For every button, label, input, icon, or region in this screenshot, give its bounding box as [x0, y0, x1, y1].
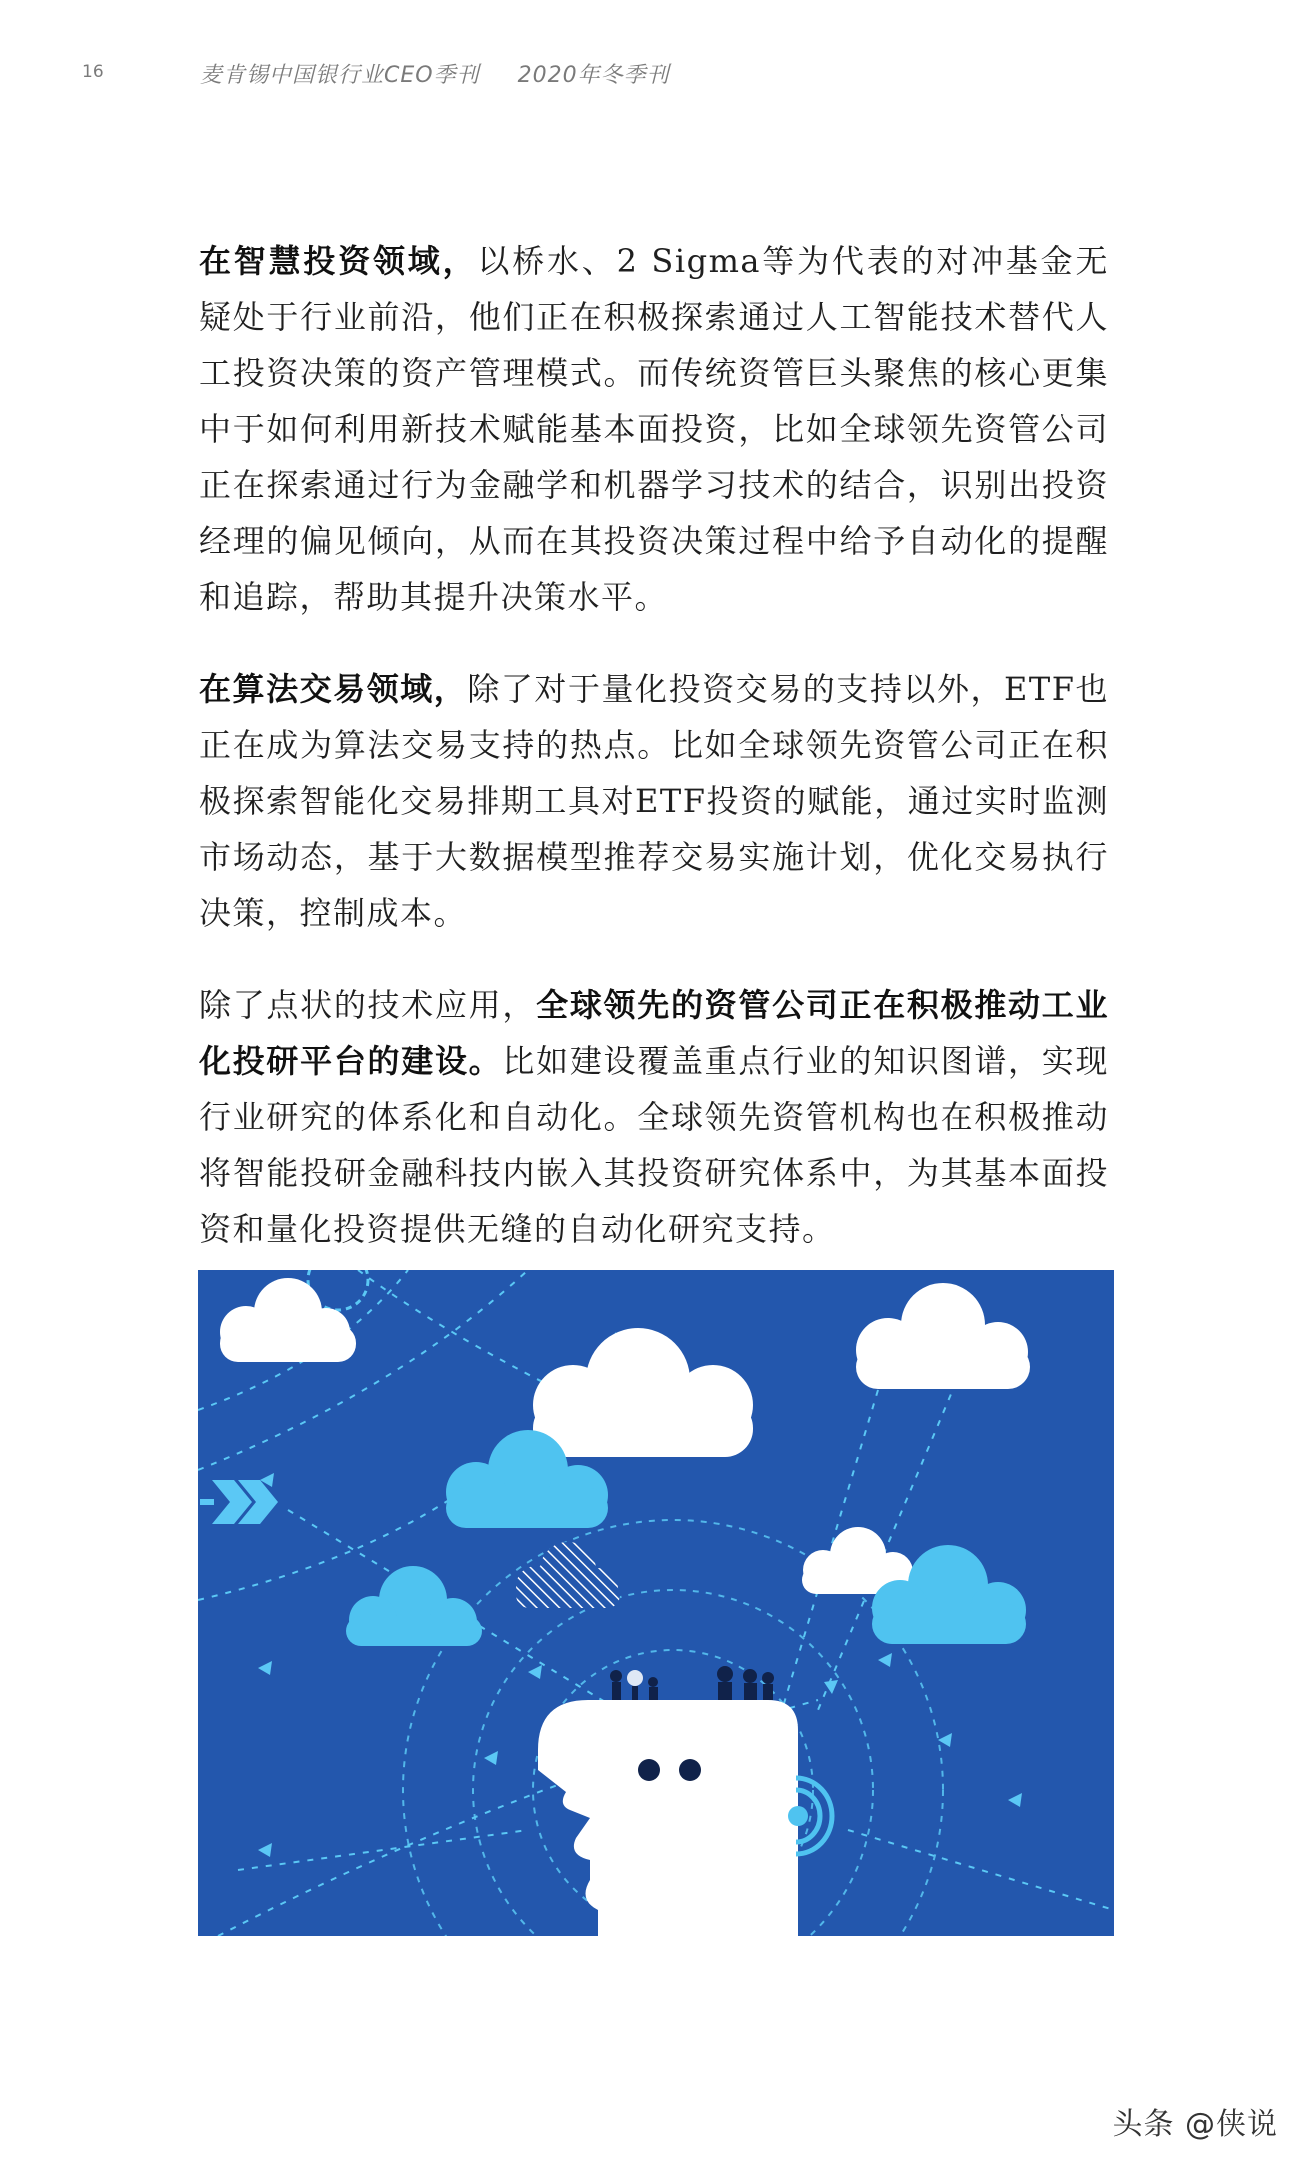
- running-title: [200, 58, 670, 89]
- cloud-white-top-right: [856, 1283, 1030, 1389]
- paragraph-text: 比如建设覆盖重点行业的知识图谱，实现行业研究的体系化和自动化。全球领先资管机构也在积极推动将智能投研金融科技内嵌入其投资研究体系中，为其基本面投资和量化投资提供无缝的自动化研究支持。: [199, 1042, 1109, 1248]
- paragraph-lead-bold: 在智慧投资领域，: [199, 242, 478, 280]
- paragraph-lead: 除了点状的技术应用，: [199, 986, 537, 1024]
- illustration-svg: [198, 1270, 1114, 1936]
- article-body: [199, 233, 1109, 1293]
- paragraph-bold-phrase: 全球领先的资管公司正在积极推动工业化投研平台的建设。: [199, 986, 1109, 1080]
- paragraph-algo-trading: [199, 661, 1109, 941]
- cloud-white-large: [533, 1328, 753, 1457]
- page-number: 16: [82, 62, 104, 82]
- paragraph-text: 以桥水、2 Sigma等为代表的对冲基金无疑处于行业前沿，他们正在积极探索通过人工智能技术替代人工投资决策的资产管理模式。而传统资管巨头聚焦的核心更集中于如何利用新技术赋能基本面投资，比如全球领先资管公司正在探索通过行为金融学和机器学习技术的结合，识别出投资经理的偏见倾向，从而在其投资决策过程中给予自动化的提醒和追踪，帮助其提升决策水平。: [199, 242, 1109, 616]
- head-silhouette: [538, 1700, 832, 1936]
- issue-name: 2020年冬季刊: [517, 63, 670, 88]
- cloud-head-illustration: [198, 1270, 1114, 1936]
- publication-name: 麦肯锡中国银行业CEO季刊: [200, 63, 480, 88]
- watermark: 头条 @侠说: [1112, 2107, 1278, 2142]
- cloud-hatched: [516, 1542, 620, 1608]
- chevron-arrows-icon: [200, 1480, 278, 1524]
- cloud-white-top-left: [220, 1278, 356, 1362]
- page-header: [82, 58, 1218, 88]
- paragraph-lead-bold: 在算法交易领域，: [199, 670, 468, 708]
- paragraph-text: 除了对于量化投资交易的支持以外，ETF也正在成为算法交易支持的热点。比如全球领先资管公司正在积极探索智能化交易排期工具对ETF投资的赋能，通过实时监测市场动态，基于大数据模型推荐交易实施计划，优化交易执行决策，控制成本。: [199, 670, 1109, 932]
- paragraph-research-platform: [199, 977, 1109, 1257]
- paragraph-smart-investing: [199, 233, 1109, 625]
- cloud-cyan-left: [346, 1566, 482, 1646]
- people-figures-icon: [610, 1666, 774, 1700]
